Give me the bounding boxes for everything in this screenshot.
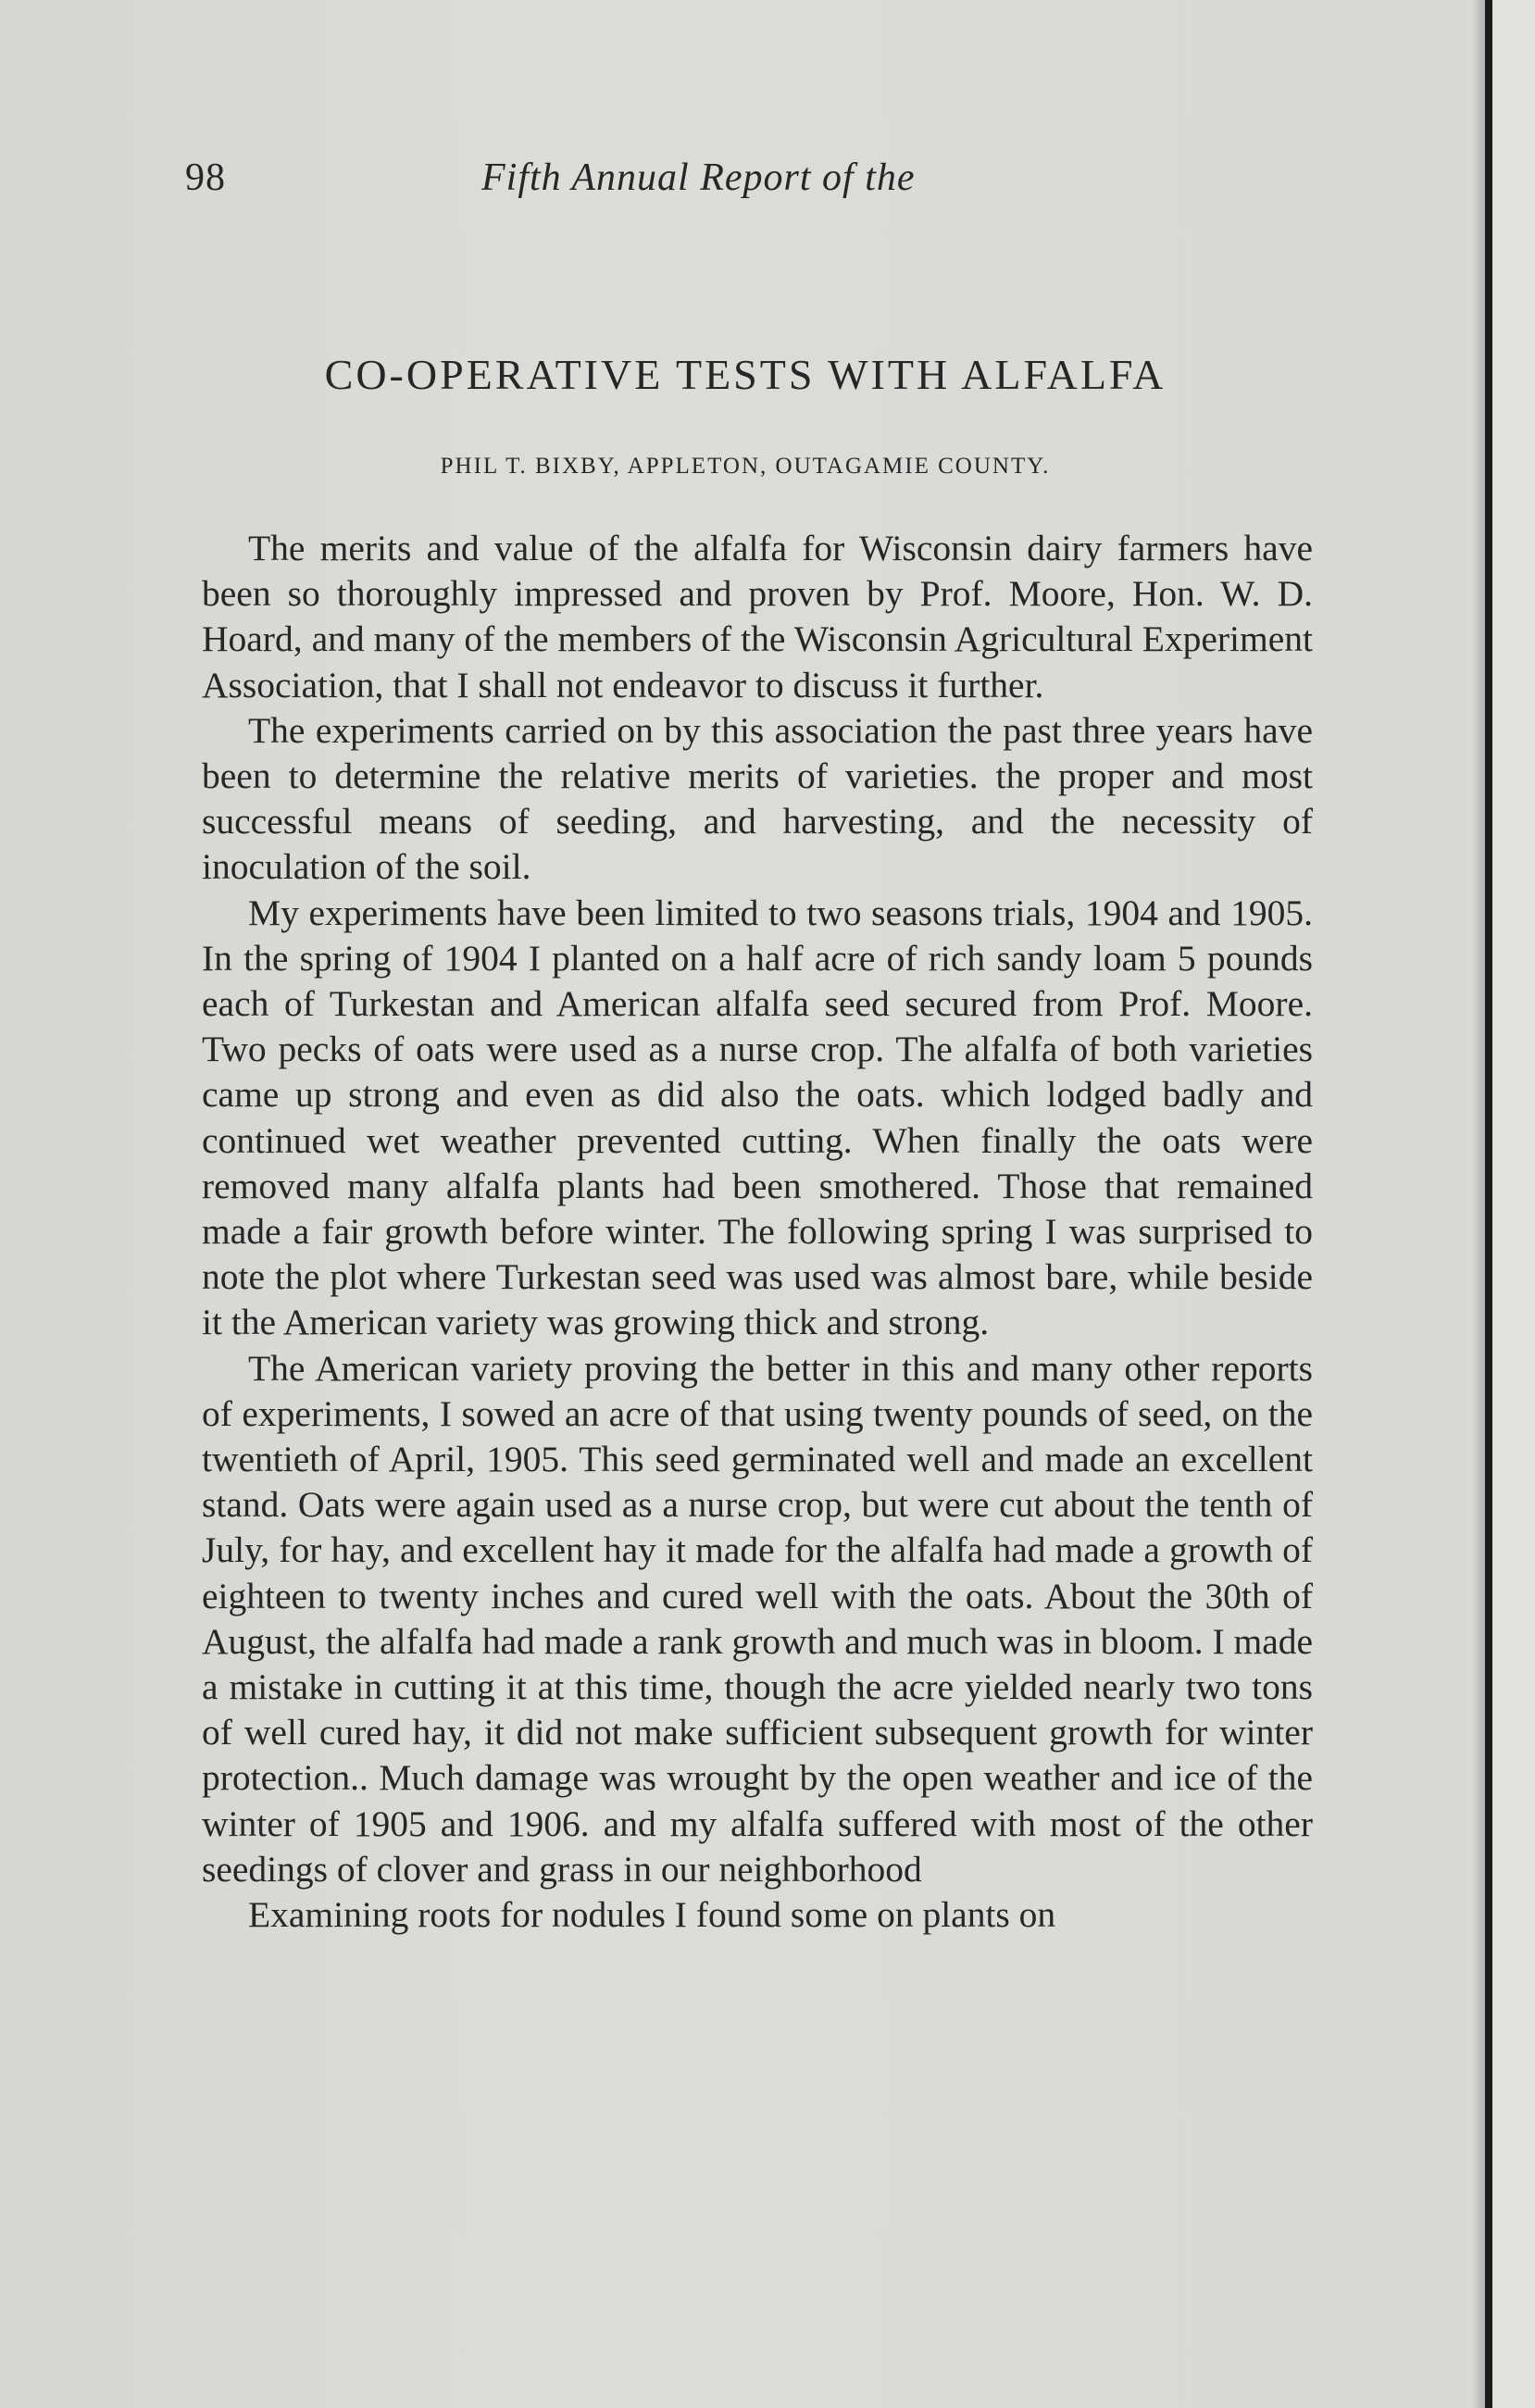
- page-header: [185, 156, 1342, 211]
- paragraph: The American variety proving the better in this and many other reports of experiments, I sowed an acre of that using twenty pounds of seed, on the twentieth of April, 1905. This seed germinated well and made an excellent stand. Oats were again used as a nurse crop, but were cut about the tenth of July, for hay, and excellent hay it made for the alfalfa had made a growth of eighteen to twenty inches and cured well with the oats. About the 30th of August, the alfalfa had made a rank growth and much was in bloom. I made a mistake in cutting it at this time, though the acre yielded nearly two tons of well cured hay, it did not make sufficient subsequent growth for winter protection.. Much damage was wrought by the open weather and ice of the winter of 1905 and 1906. and my alfalfa suffered with most of the other seedings of clover and grass in our neighborhood: [202, 1347, 1314, 1890]
- page-number: 98: [185, 156, 226, 199]
- paragraph: The experiments carried on by this association the past three years have been to determine the relative merits of varieties. the proper and most successful means of seeding, and harvesting, and the necessity of inoculation of the soil.: [202, 709, 1313, 888]
- paragraph: The merits and value of the alfalfa for Wisconsin dairy farmers have been so thoroughly impressed and proven by Prof. Moore, Hon. W. D. Hoard, and many of the members of the Wisconsin Agricultural Experiment Association, that I shall not endeavor to discuss it further.: [202, 528, 1313, 705]
- paragraph: Examining roots for nodules I found some on plants on: [248, 1894, 1056, 1936]
- article-byline: PHIL T. BIXBY, APPLETON, OUTAGAMIE COUNTY.: [440, 454, 1051, 479]
- article-title: CO-OPERATIVE TESTS WITH ALFALFA: [324, 351, 1167, 398]
- page-binding-edge: [1485, 0, 1492, 2408]
- binding-shadow: [1472, 0, 1485, 2408]
- paragraph: My experiments have been limited to two seasons trials, 1904 and 1905. In the spring of 1904 I planted on a half acre of rich sandy loam 5 pounds each of Turkestan and American alfalfa seed secured from Prof. Moore. Two pecks of oats were used as a nurse crop. The alfalfa of both varieties came up strong and even as did also the oats. which lodged badly and continued wet weather prevented cutting. When finally the oats were removed many alfalfa plants had been smothered. Those that remained made a fair growth before winter. The following spring I was surprised to note the plot where Turkestan seed was used was almost bare, while beside it the American variety was growing thick and strong.: [202, 892, 1313, 1343]
- next-page-edge: [1492, 0, 1535, 2408]
- running-head: Fifth Annual Report of the: [481, 156, 916, 199]
- article-body: [202, 526, 1313, 1938]
